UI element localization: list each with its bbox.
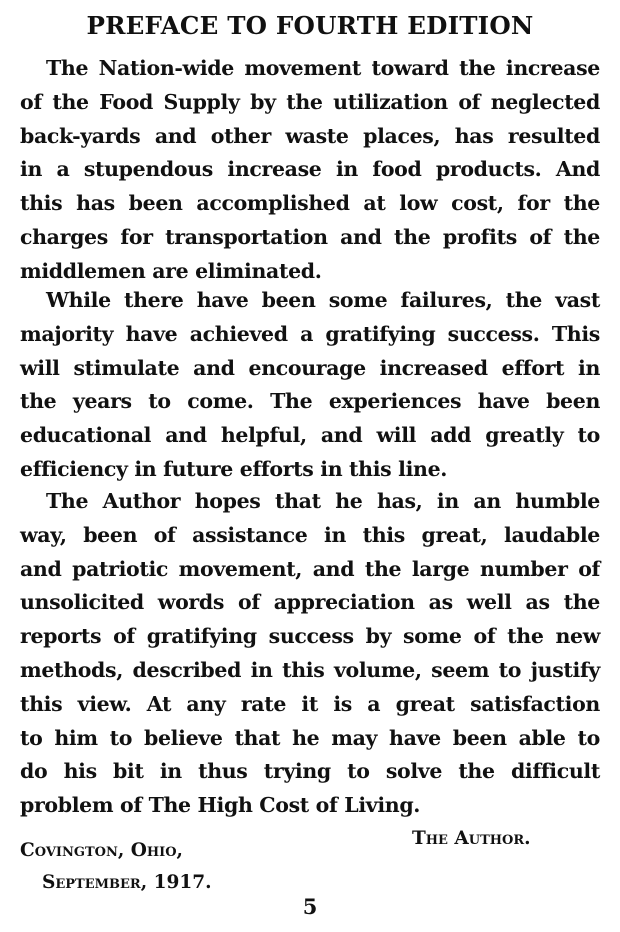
paragraph-1-line-7: middlemen are eliminated. [20, 258, 322, 283]
paragraph-2-line-1: While there have been some failures, the vast [46, 288, 600, 312]
date-line: September, 1917. [42, 872, 212, 893]
paragraph-3-line-7: this view. At any rate it is a great satisfaction [20, 691, 600, 716]
paragraph-3-line-4: unsolicited words of appreciation as well as the [20, 590, 600, 615]
paragraph-3-line-8: to him to believe that he may have been able to [20, 725, 600, 750]
paragraph-2-line-2: majority have achieved a gratifying success. This [20, 321, 600, 346]
paragraph-1-line-4: in a stupendous increase in food products. And [20, 157, 600, 182]
paragraph-3-line-2: way, been of assistance in this great, laudable [20, 522, 600, 547]
paragraph-1-line-3: back-yards and other waste places, has resulted [20, 123, 600, 148]
paragraph-1-line-2: of the Food Supply by the utilization of neglected [20, 89, 600, 114]
place-line: Covington, Ohio, [20, 840, 183, 861]
paragraph-3-line-6: methods, described in this volume, seem to justify [20, 657, 600, 682]
paragraph-1-line-1: The Nation-wide movement toward the increase [46, 56, 600, 80]
paragraph-2-line-5: educational and helpful, and will add greatly to [20, 423, 600, 448]
paragraph-3-line-1: The Author hopes that he has, in an humble [46, 489, 600, 513]
paragraph-3-line-9: do his bit in thus trying to solve the difficult [20, 759, 600, 784]
preface-title: PREFACE TO FOURTH EDITION [86, 11, 534, 40]
paragraph-3-line-10: problem of The High Cost of Living. [20, 793, 421, 818]
paragraph-3-line-3: and patriotic movement, and the large number of [20, 556, 600, 581]
paragraph-1-line-5: this has been accomplished at low cost, for the [20, 191, 600, 216]
paragraph-3 [20, 485, 600, 823]
paragraph-2-line-3: will stimulate and encourage increased effort in [20, 355, 600, 380]
page-number: 5 [302, 894, 318, 919]
paragraph-2-line-4: the years to come. The experiences have been [20, 389, 600, 414]
paragraph-2 [20, 284, 600, 487]
author-signature: The Author. [412, 828, 531, 849]
paragraph-1-line-6: charges for transportation and the profits of the [20, 224, 600, 249]
paragraph-2-line-6: efficiency in future efforts in this line. [20, 456, 448, 481]
paragraph-1 [20, 52, 600, 289]
paragraph-3-line-5: reports of gratifying success by some of the new [20, 624, 600, 649]
